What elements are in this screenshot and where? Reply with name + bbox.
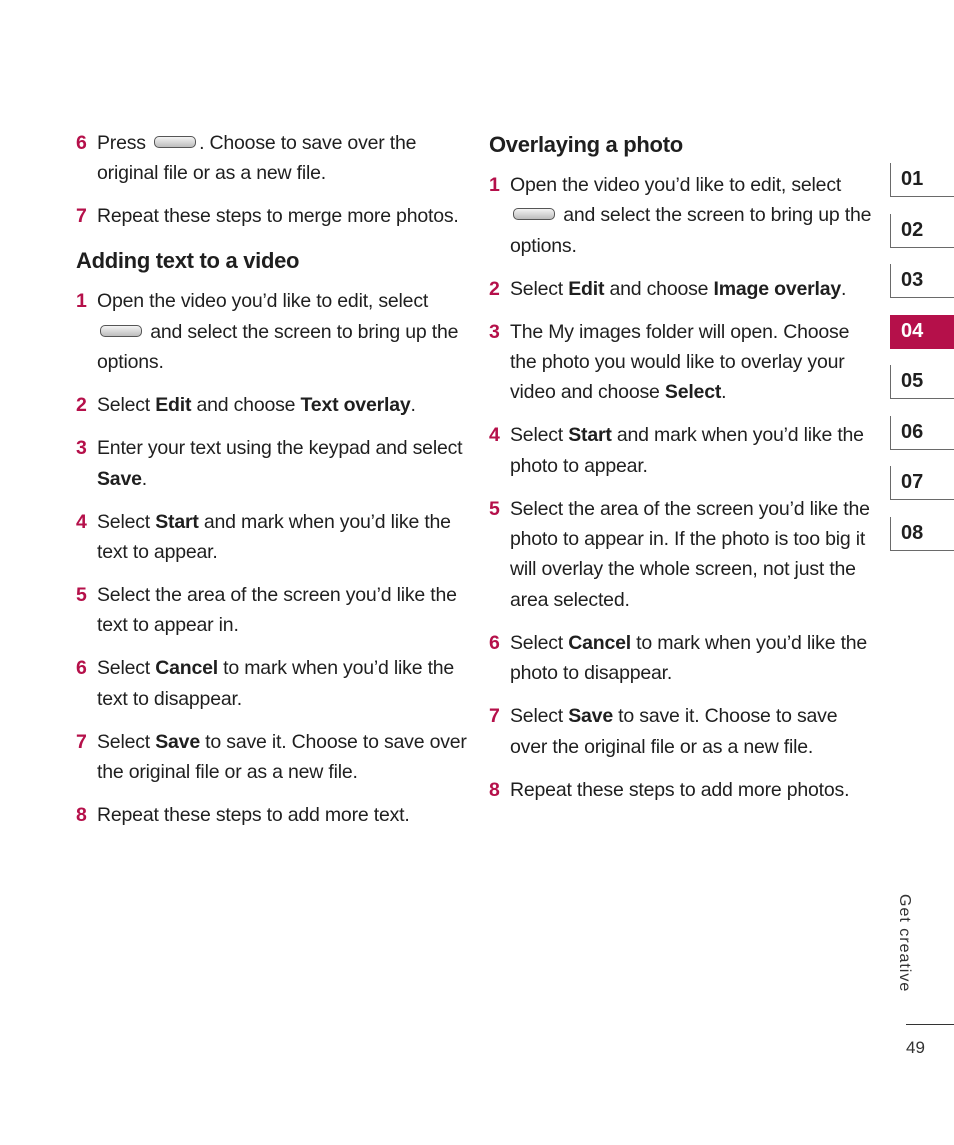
chapter-tab-05[interactable]: 05 xyxy=(890,365,954,399)
step-item xyxy=(76,727,468,788)
step-text: and choose xyxy=(191,394,301,417)
section-heading-overlaying-photo: Overlaying a photo xyxy=(489,132,683,157)
step-text: . xyxy=(841,277,847,300)
step-text: and choose xyxy=(604,277,714,300)
step-keyword: Start xyxy=(568,424,612,447)
footer-divider xyxy=(906,1024,954,1025)
step-number: 3 xyxy=(489,320,500,343)
chapter-tab-01[interactable]: 01 xyxy=(890,163,954,197)
step-text: and select the screen to bring up the options. xyxy=(97,320,459,374)
step-number: 4 xyxy=(489,424,500,447)
step-item xyxy=(76,800,468,830)
section-label: Get creative xyxy=(896,894,913,993)
step-keyword: Edit xyxy=(155,394,192,417)
step-text: to mark when you’d like the photo to disappear. xyxy=(510,631,868,685)
softkey-button-icon xyxy=(100,325,142,337)
step-number: 7 xyxy=(76,730,87,753)
step-keyword: Edit xyxy=(568,277,605,300)
left-column xyxy=(76,128,468,843)
step-text: Select xyxy=(97,657,156,680)
step-text: Select xyxy=(510,631,569,654)
step-number: 1 xyxy=(489,174,500,196)
step-item xyxy=(76,433,468,494)
step-number: 2 xyxy=(489,277,500,300)
step-text: . xyxy=(721,381,727,404)
step-text: and select the screen to bring up the options. xyxy=(510,204,872,257)
step-item xyxy=(489,420,879,481)
step-list-overlaying-photo xyxy=(489,170,879,805)
step-number: 6 xyxy=(76,132,87,154)
step-text: to save it. Choose to save over the original file or as a new file. xyxy=(97,730,467,784)
step-keyword: Start xyxy=(155,510,199,533)
step-text: to mark when you’d like the text to disappear. xyxy=(97,657,455,710)
step-number: 4 xyxy=(76,510,87,533)
step-keyword: Cancel xyxy=(155,657,218,680)
step-item xyxy=(76,201,468,231)
step-text: The My images folder will open. Choose the photo you would like to overlay your video and choose xyxy=(510,320,850,404)
step-text: and mark when you’d like the text to appear. xyxy=(97,510,451,563)
step-text: Open the video you’d like to edit, select xyxy=(510,174,842,196)
step-number: 6 xyxy=(489,631,500,654)
chapter-tab-08[interactable]: 08 xyxy=(890,517,954,551)
step-text: Repeat these steps to merge more photos. xyxy=(97,205,459,228)
page-number: 49 xyxy=(906,1038,925,1057)
step-keyword: Select xyxy=(664,381,722,404)
step-number: 6 xyxy=(76,657,87,680)
step-number: 7 xyxy=(76,205,87,228)
chapter-tab-03[interactable]: 03 xyxy=(890,264,954,298)
step-item xyxy=(489,494,879,615)
step-text: Select the area of the screen you’d like the photo to appear in. If the photo is too big it will overlay the whole screen, not just the area selected. xyxy=(510,497,870,611)
chapter-tab-06[interactable]: 06 xyxy=(890,416,954,450)
step-list-adding-text xyxy=(76,286,468,830)
step-text: Select xyxy=(97,730,156,753)
step-item xyxy=(489,701,879,762)
step-text: . Choose to save over the original file or as a new file. xyxy=(97,132,417,185)
step-number: 1 xyxy=(76,290,87,313)
step-keyword: Text overlay xyxy=(300,394,411,417)
step-item xyxy=(489,628,879,689)
step-number: 8 xyxy=(76,804,87,827)
step-list-continued xyxy=(76,128,468,232)
step-number: 7 xyxy=(489,705,500,728)
softkey-button-icon xyxy=(154,136,196,148)
chapter-tab-02[interactable]: 02 xyxy=(890,214,954,248)
step-keyword: Save xyxy=(97,467,142,490)
step-text: Select xyxy=(97,510,156,533)
step-item xyxy=(76,580,468,641)
step-item xyxy=(76,653,468,714)
step-text: and mark when you’d like the photo to appear. xyxy=(510,424,864,477)
step-text: to save it. Choose to save over the original file or as a new file. xyxy=(510,705,838,758)
step-item xyxy=(489,317,879,408)
step-item xyxy=(76,286,468,377)
step-text: . xyxy=(410,394,416,417)
softkey-button-icon xyxy=(513,208,555,220)
step-text: Select the area of the screen you’d like the text to appear in. xyxy=(97,584,457,637)
step-text: Repeat these steps to add more photos. xyxy=(510,778,850,801)
step-text: Enter your text using the keypad and select xyxy=(97,437,463,460)
step-number: 5 xyxy=(76,584,87,607)
step-text: Select xyxy=(510,705,569,728)
chapter-tab-07[interactable]: 07 xyxy=(890,466,954,500)
step-item xyxy=(489,274,879,304)
chapter-tab-04[interactable]: 04 xyxy=(890,315,954,349)
step-keyword: Cancel xyxy=(568,631,631,654)
step-number: 2 xyxy=(76,394,87,417)
step-text: Select xyxy=(510,277,569,300)
step-item xyxy=(489,170,879,261)
step-keyword: Image overlay xyxy=(713,277,842,300)
right-column xyxy=(489,128,879,818)
section-heading-adding-text: Adding text to a video xyxy=(76,248,300,274)
step-text: . xyxy=(141,467,147,490)
step-text: Open the video you’d like to edit, select xyxy=(97,290,429,313)
step-number: 3 xyxy=(76,437,87,460)
step-item xyxy=(76,390,468,420)
step-text: Select xyxy=(97,394,156,417)
step-keyword: Save xyxy=(568,705,613,728)
step-text: Press xyxy=(97,132,152,154)
step-item xyxy=(76,507,468,568)
step-keyword: Save xyxy=(155,730,200,753)
chapter-tabs xyxy=(890,163,954,567)
step-text: Select xyxy=(510,424,569,447)
step-item xyxy=(76,128,468,189)
step-item xyxy=(489,775,879,805)
step-number: 5 xyxy=(489,497,500,520)
step-number: 8 xyxy=(489,778,500,801)
step-text: Repeat these steps to add more text. xyxy=(97,804,410,827)
